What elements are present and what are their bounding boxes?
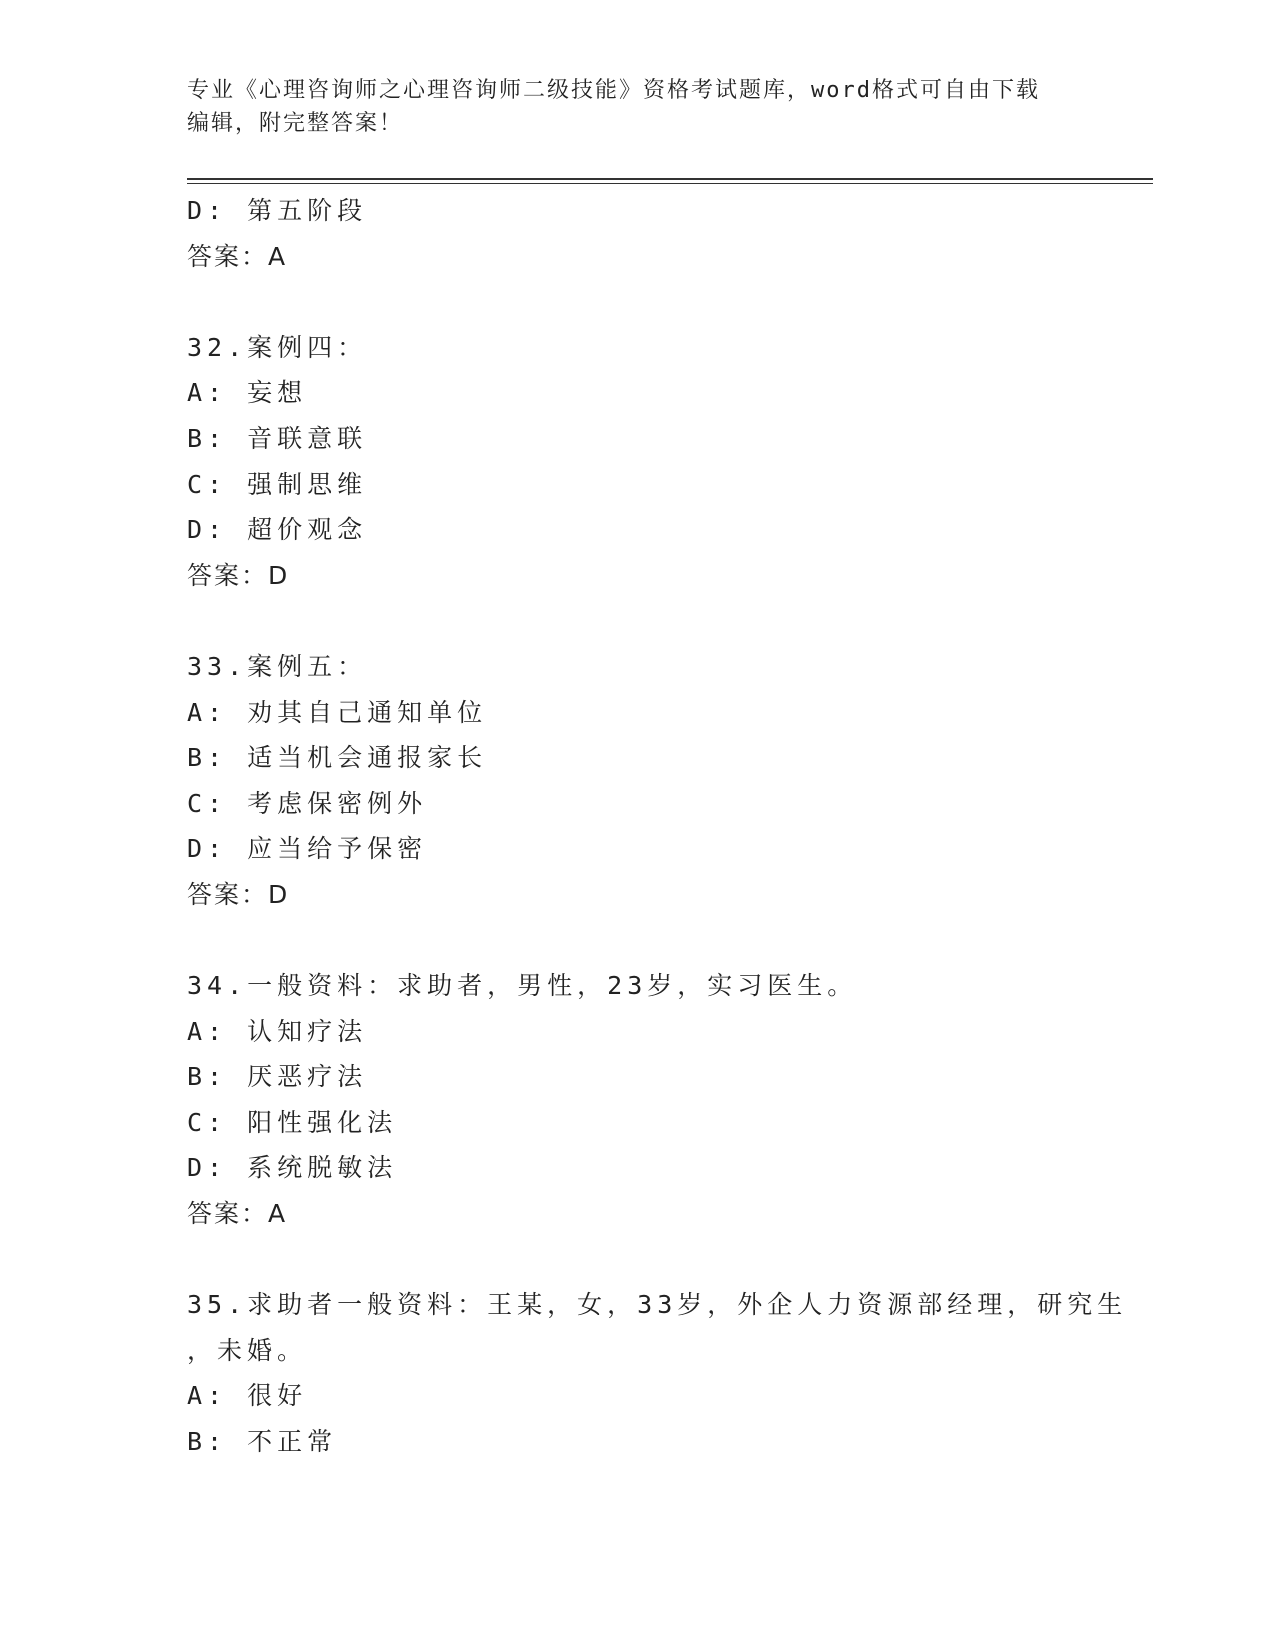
option-c: C: 阳性强化法 — [187, 1107, 398, 1137]
question-31-option-d: D: 第五阶段 — [187, 196, 368, 225]
header-line-2: 编辑，附完整答案！ — [187, 111, 404, 136]
option-b: B: 厌恶疗法 — [187, 1062, 368, 1092]
option-a: A: 认知疗法 — [187, 1016, 368, 1046]
spacer — [187, 1237, 1087, 1283]
document-header — [187, 74, 1067, 140]
question-stem-line-2: ，未婚。 — [187, 1335, 308, 1365]
question-32 — [187, 325, 1087, 599]
question-stem: 33.案例五： — [187, 651, 368, 681]
question-33 — [187, 644, 1087, 918]
answer: 答案：D — [187, 879, 290, 909]
header-divider-thin — [187, 183, 1153, 184]
answer: 答案：A — [187, 1199, 288, 1229]
header-divider-thick — [187, 178, 1153, 180]
option-c: C: 强制思维 — [187, 469, 368, 499]
question-stem-line-1: 35.求助者一般资料：王某，女，33岁，外企人力资源部经理，研究生 — [187, 1290, 1128, 1320]
option-b: B: 适当机会通报家长 — [187, 743, 488, 773]
question-stem: 32.案例四： — [187, 332, 368, 362]
spacer — [187, 279, 1087, 325]
answer: 答案：D — [187, 560, 290, 590]
question-stem: 34.一般资料：求助者，男性，23岁，实习医生。 — [187, 971, 858, 1001]
option-d: D: 超价观念 — [187, 515, 368, 545]
spacer — [187, 598, 1087, 644]
question-31-answer: 答案：A — [187, 241, 288, 271]
option-c: C: 考虑保密例外 — [187, 788, 428, 818]
question-34 — [187, 963, 1087, 1237]
option-d: D: 系统脱敏法 — [187, 1153, 398, 1183]
question-35 — [187, 1282, 1128, 1464]
option-d: D: 应当给予保密 — [187, 834, 428, 864]
option-a: A: 很好 — [187, 1381, 308, 1411]
option-a: A: 妄想 — [187, 378, 308, 408]
option-a: A: 劝其自己通知单位 — [187, 697, 488, 727]
header-line-1: 专业《心理咨询师之心理咨询师二级技能》资格考试题库，word格式可自由下载 — [187, 78, 1040, 103]
question-list — [187, 188, 1128, 1465]
option-b: B: 音联意联 — [187, 423, 368, 453]
option-b: B: 不正常 — [187, 1427, 338, 1457]
spacer — [187, 918, 1087, 964]
